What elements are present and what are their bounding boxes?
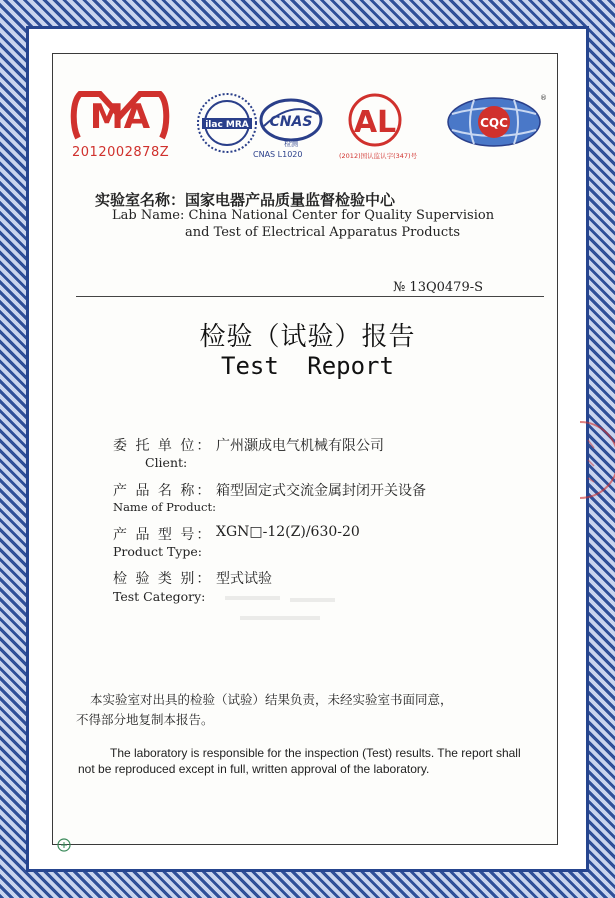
client-value: 广州灏成电气机械有限公司 bbox=[216, 438, 384, 454]
product-name-label-en: Name of Product: bbox=[113, 500, 216, 514]
ilac-mra-logo bbox=[196, 92, 258, 154]
lab-name-cn: 实验室名称：国家电器产品质量监督检验中心 bbox=[95, 191, 396, 209]
product-type-label-en: Product Type: bbox=[113, 544, 202, 559]
test-category-label-cn: 检 验 类 别： bbox=[113, 571, 213, 587]
svg-text:MA: MA bbox=[89, 97, 151, 137]
corner-seal-icon bbox=[57, 838, 71, 852]
report-title-en: Test Report bbox=[221, 352, 394, 380]
faint-stamp-mark bbox=[220, 588, 340, 633]
cnas-code: CNAS L1020 bbox=[253, 150, 303, 159]
client-label-cn: 委 托 单 位： bbox=[113, 438, 213, 454]
test-category-value: 型式试验 bbox=[216, 571, 272, 587]
cma-code: 2012002878Z bbox=[72, 145, 170, 160]
report-title-cn: 检验（试验）报告 bbox=[199, 322, 416, 352]
cnas-logo bbox=[258, 96, 324, 150]
brand-mark-text: CQC bbox=[480, 116, 508, 130]
client-label-en: Client: bbox=[145, 455, 188, 470]
notice-cn-line2: 不得部分地复制本报告。 bbox=[76, 712, 214, 727]
cma-logo bbox=[70, 86, 170, 144]
notice-en-line1: The laboratory is responsible for the inspection (Test) results. The report shall bbox=[110, 746, 521, 760]
cal-logo bbox=[345, 92, 405, 150]
product-name-label-cn: 产 品 名 称： bbox=[113, 483, 213, 499]
edge-seal-stamp bbox=[560, 420, 600, 500]
cnas-label: CNAS bbox=[269, 114, 313, 130]
ilac-mra-label: ilac MRA bbox=[205, 120, 249, 130]
lab-name-en-line1: Lab Name: China National Center for Quality Supervision bbox=[112, 208, 495, 223]
product-type-value: XGN□-12(Z)/630-20 bbox=[216, 524, 360, 540]
test-category-label-en: Test Category: bbox=[113, 589, 206, 604]
cal-label: AL bbox=[353, 105, 397, 140]
globe-brand-logo bbox=[444, 92, 547, 152]
notice-en-line2: not be reproduced except in full, written approval of the laboratory. bbox=[78, 762, 430, 776]
report-number: № 13Q0479-S bbox=[393, 280, 484, 295]
cal-code: (2012)国认监认字(347)号 bbox=[339, 152, 418, 160]
notice-cn-line1: 本实验室对出具的检验（试验）结果负责，未经实验室书面同意， bbox=[90, 692, 453, 707]
product-type-label-cn: 产 品 型 号： bbox=[113, 527, 213, 543]
cnas-sub-label: 检测 bbox=[284, 140, 298, 148]
lab-name-en-line2: and Test of Electrical Apparatus Products bbox=[185, 225, 461, 240]
product-name-value: 箱型固定式交流金属封闭开关设备 bbox=[216, 483, 426, 499]
divider-line bbox=[76, 296, 544, 297]
svg-text:®: ® bbox=[540, 94, 547, 102]
